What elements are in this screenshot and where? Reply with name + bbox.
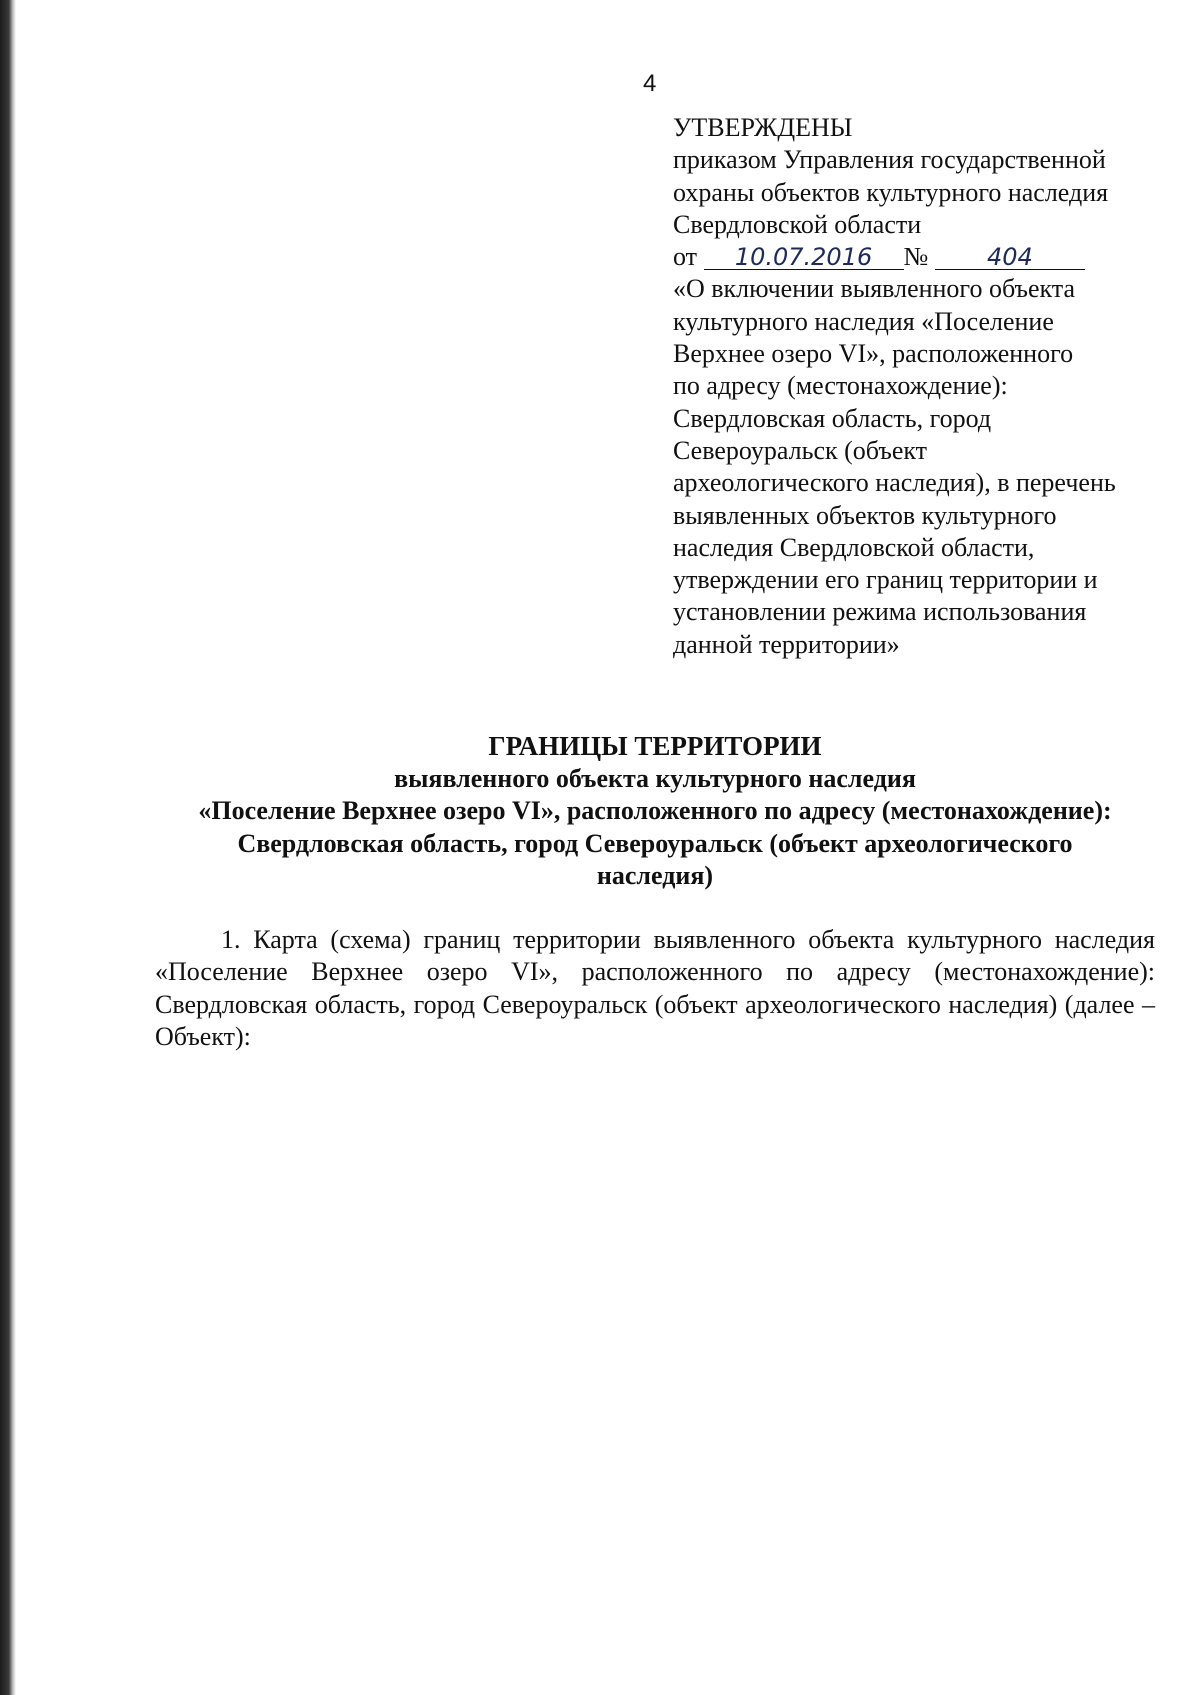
title-line: наследия) bbox=[596, 861, 714, 890]
approval-stamp-block bbox=[673, 112, 1173, 661]
approval-subject-line: культурного наследия «Поселение bbox=[673, 306, 1054, 336]
handwritten-order-number: 404 bbox=[935, 245, 1085, 270]
number-sign: № bbox=[903, 242, 929, 272]
approval-subject-line: Свердловская область, город bbox=[673, 403, 992, 433]
title-line: «Поселение Верхнее озеро VI», расположенного по адресу (местонахождение): bbox=[198, 796, 1112, 825]
date-prefix: от bbox=[673, 242, 698, 272]
document-title bbox=[150, 730, 1160, 893]
approval-date-line bbox=[673, 241, 1173, 273]
page-number: 4 bbox=[643, 70, 657, 97]
title-line: выявленного объекта культурного наследия bbox=[394, 763, 916, 793]
approval-subject-line: Верхнее озеро VI», расположенного bbox=[673, 339, 1074, 369]
approval-subject-line: по адресу (местонахождение): bbox=[673, 371, 1008, 401]
approval-subject-line: Североуральск (объект bbox=[673, 435, 928, 465]
approval-subject-line: «О включении выявленного объекта bbox=[673, 274, 1076, 304]
approval-subject-line: данной территории» bbox=[673, 629, 900, 659]
approval-line: приказом Управления государственной bbox=[673, 145, 1106, 175]
approval-line: охраны объектов культурного наследия bbox=[673, 177, 1109, 207]
approval-subject-line: утверждении его границ территории и bbox=[673, 565, 1098, 595]
scan-left-edge bbox=[0, 0, 16, 1695]
approval-line: Свердловской области bbox=[673, 209, 922, 239]
title-line: Свердловская область, город Североуральск (объект археологического bbox=[237, 828, 1073, 858]
approval-subject-line: выявленных объектов культурного bbox=[673, 500, 1057, 530]
approval-subject-line: установлении режима использования bbox=[673, 597, 1087, 627]
title-main: ГРАНИЦЫ ТЕРРИТОРИИ bbox=[488, 731, 822, 761]
approval-subject-line: археологического наследия), в перечень bbox=[673, 468, 1116, 498]
approval-heading: УТВЕРЖДЕНЫ bbox=[673, 113, 853, 142]
approval-subject-line: наследия Свердловской области, bbox=[673, 532, 1035, 562]
body-paragraph-1: 1. Карта (схема) границ территории выявленного объекта культурного наследия «Поселение Верхнее озеро VI», расположенного по адресу (местонахождение): Свердловская область, город Североуральск (объект археологического наследия) (далее – Объект): bbox=[155, 925, 1155, 1051]
handwritten-date: 10.07.2016 bbox=[704, 245, 904, 270]
